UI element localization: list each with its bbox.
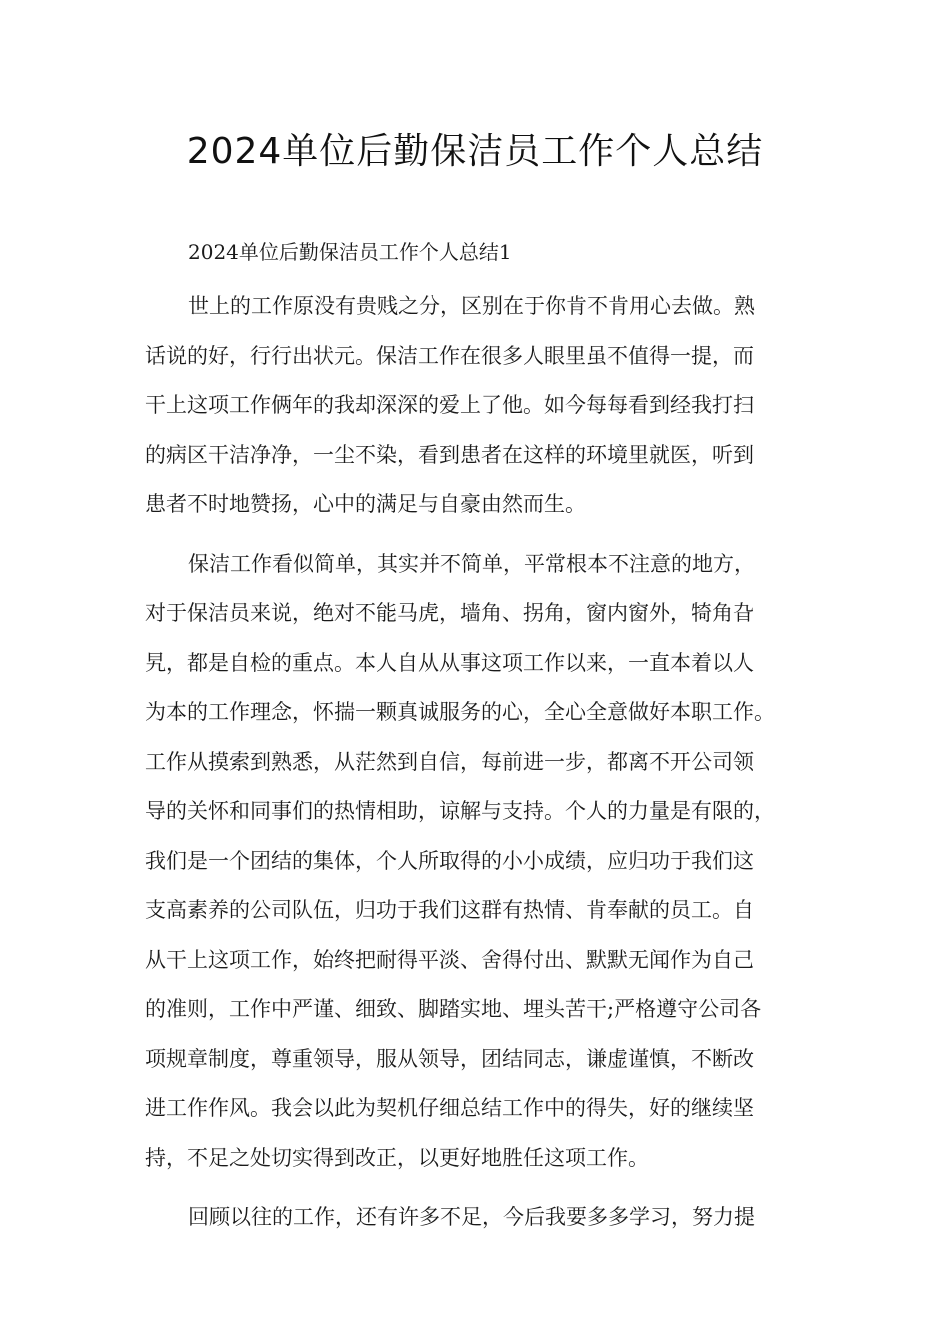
paragraph-line: 患者不时地赞扬，心中的满足与自豪由然而生。 [145, 492, 586, 516]
paragraph-2 [145, 540, 810, 1184]
paragraph-line: 干上这项工作俩年的我却深深的爱上了他。如今每每看到经我打扫 [145, 393, 754, 417]
paragraph-line: 项规章制度，尊重领导，服从领导，团结同志，谦虚谨慎，不断改 [145, 1046, 754, 1071]
paragraph-line: 的病区干洁净净，一尘不染，看到患者在这样的环境里就医，听到 [145, 442, 754, 467]
paragraph-line: 旯，都是自检的重点。本人自从从事这项工作以来，一直本着以人 [145, 650, 754, 675]
section-heading: 2024单位后勤保洁员工作个人总结1 [188, 240, 512, 264]
paragraph-line: 世上的工作原没有贵贱之分，区别在于你肯不肯用心去做。熟 [188, 294, 755, 318]
paragraph-line: 的准则，工作中严谨、细致、脚踏实地、埋头苦干;严格遵守公司各 [145, 997, 762, 1021]
paragraph-line: 回顾以往的工作，还有许多不足，今后我要多多学习，努力提 [188, 1205, 755, 1229]
document-title: 2024单位后勤保洁员工作个人总结 [186, 131, 764, 172]
paragraph-line: 我们是一个团结的集体，个人所取得的小小成绩，应归功于我们这 [145, 848, 754, 873]
paragraph-line: 导的关怀和同事们的热情相助，谅解与支持。个人的力量是有限的， [145, 799, 775, 823]
paragraph-line: 工作从摸索到熟悉，从茫然到自信，每前进一步，都离不开公司领 [145, 749, 754, 774]
paragraph-line: 支高素养的公司队伍，归功于我们这群有热情、肯奉献的员工。自 [145, 898, 754, 922]
paragraph-line: 从干上这项工作，始终把耐得平淡、舍得付出、默默无闻作为自己 [145, 947, 754, 972]
paragraph-line: 话说的好，行行出状元。保洁工作在很多人眼里虽不值得一提，而 [145, 343, 754, 368]
document-body [145, 232, 810, 1243]
paragraph-3 [145, 1193, 810, 1243]
paragraph-line: 进工作作风。我会以此为契机仔细总结工作中的得失，好的继续坚 [145, 1096, 754, 1120]
paragraph-line: 对于保洁员来说，绝对不能马虎，墙角、拐角，窗内窗外，犄角旮 [145, 601, 754, 625]
paragraph-line: 为本的工作理念，怀揣一颗真诚服务的心，全心全意做好本职工作。 [145, 700, 775, 724]
paragraph-line: 持，不足之处切实得到改正，以更好地胜任这项工作。 [145, 1145, 649, 1170]
paragraph-line: 保洁工作看似简单，其实并不简单，平常根本不注意的地方， [188, 551, 755, 576]
paragraph-1 [145, 282, 810, 530]
